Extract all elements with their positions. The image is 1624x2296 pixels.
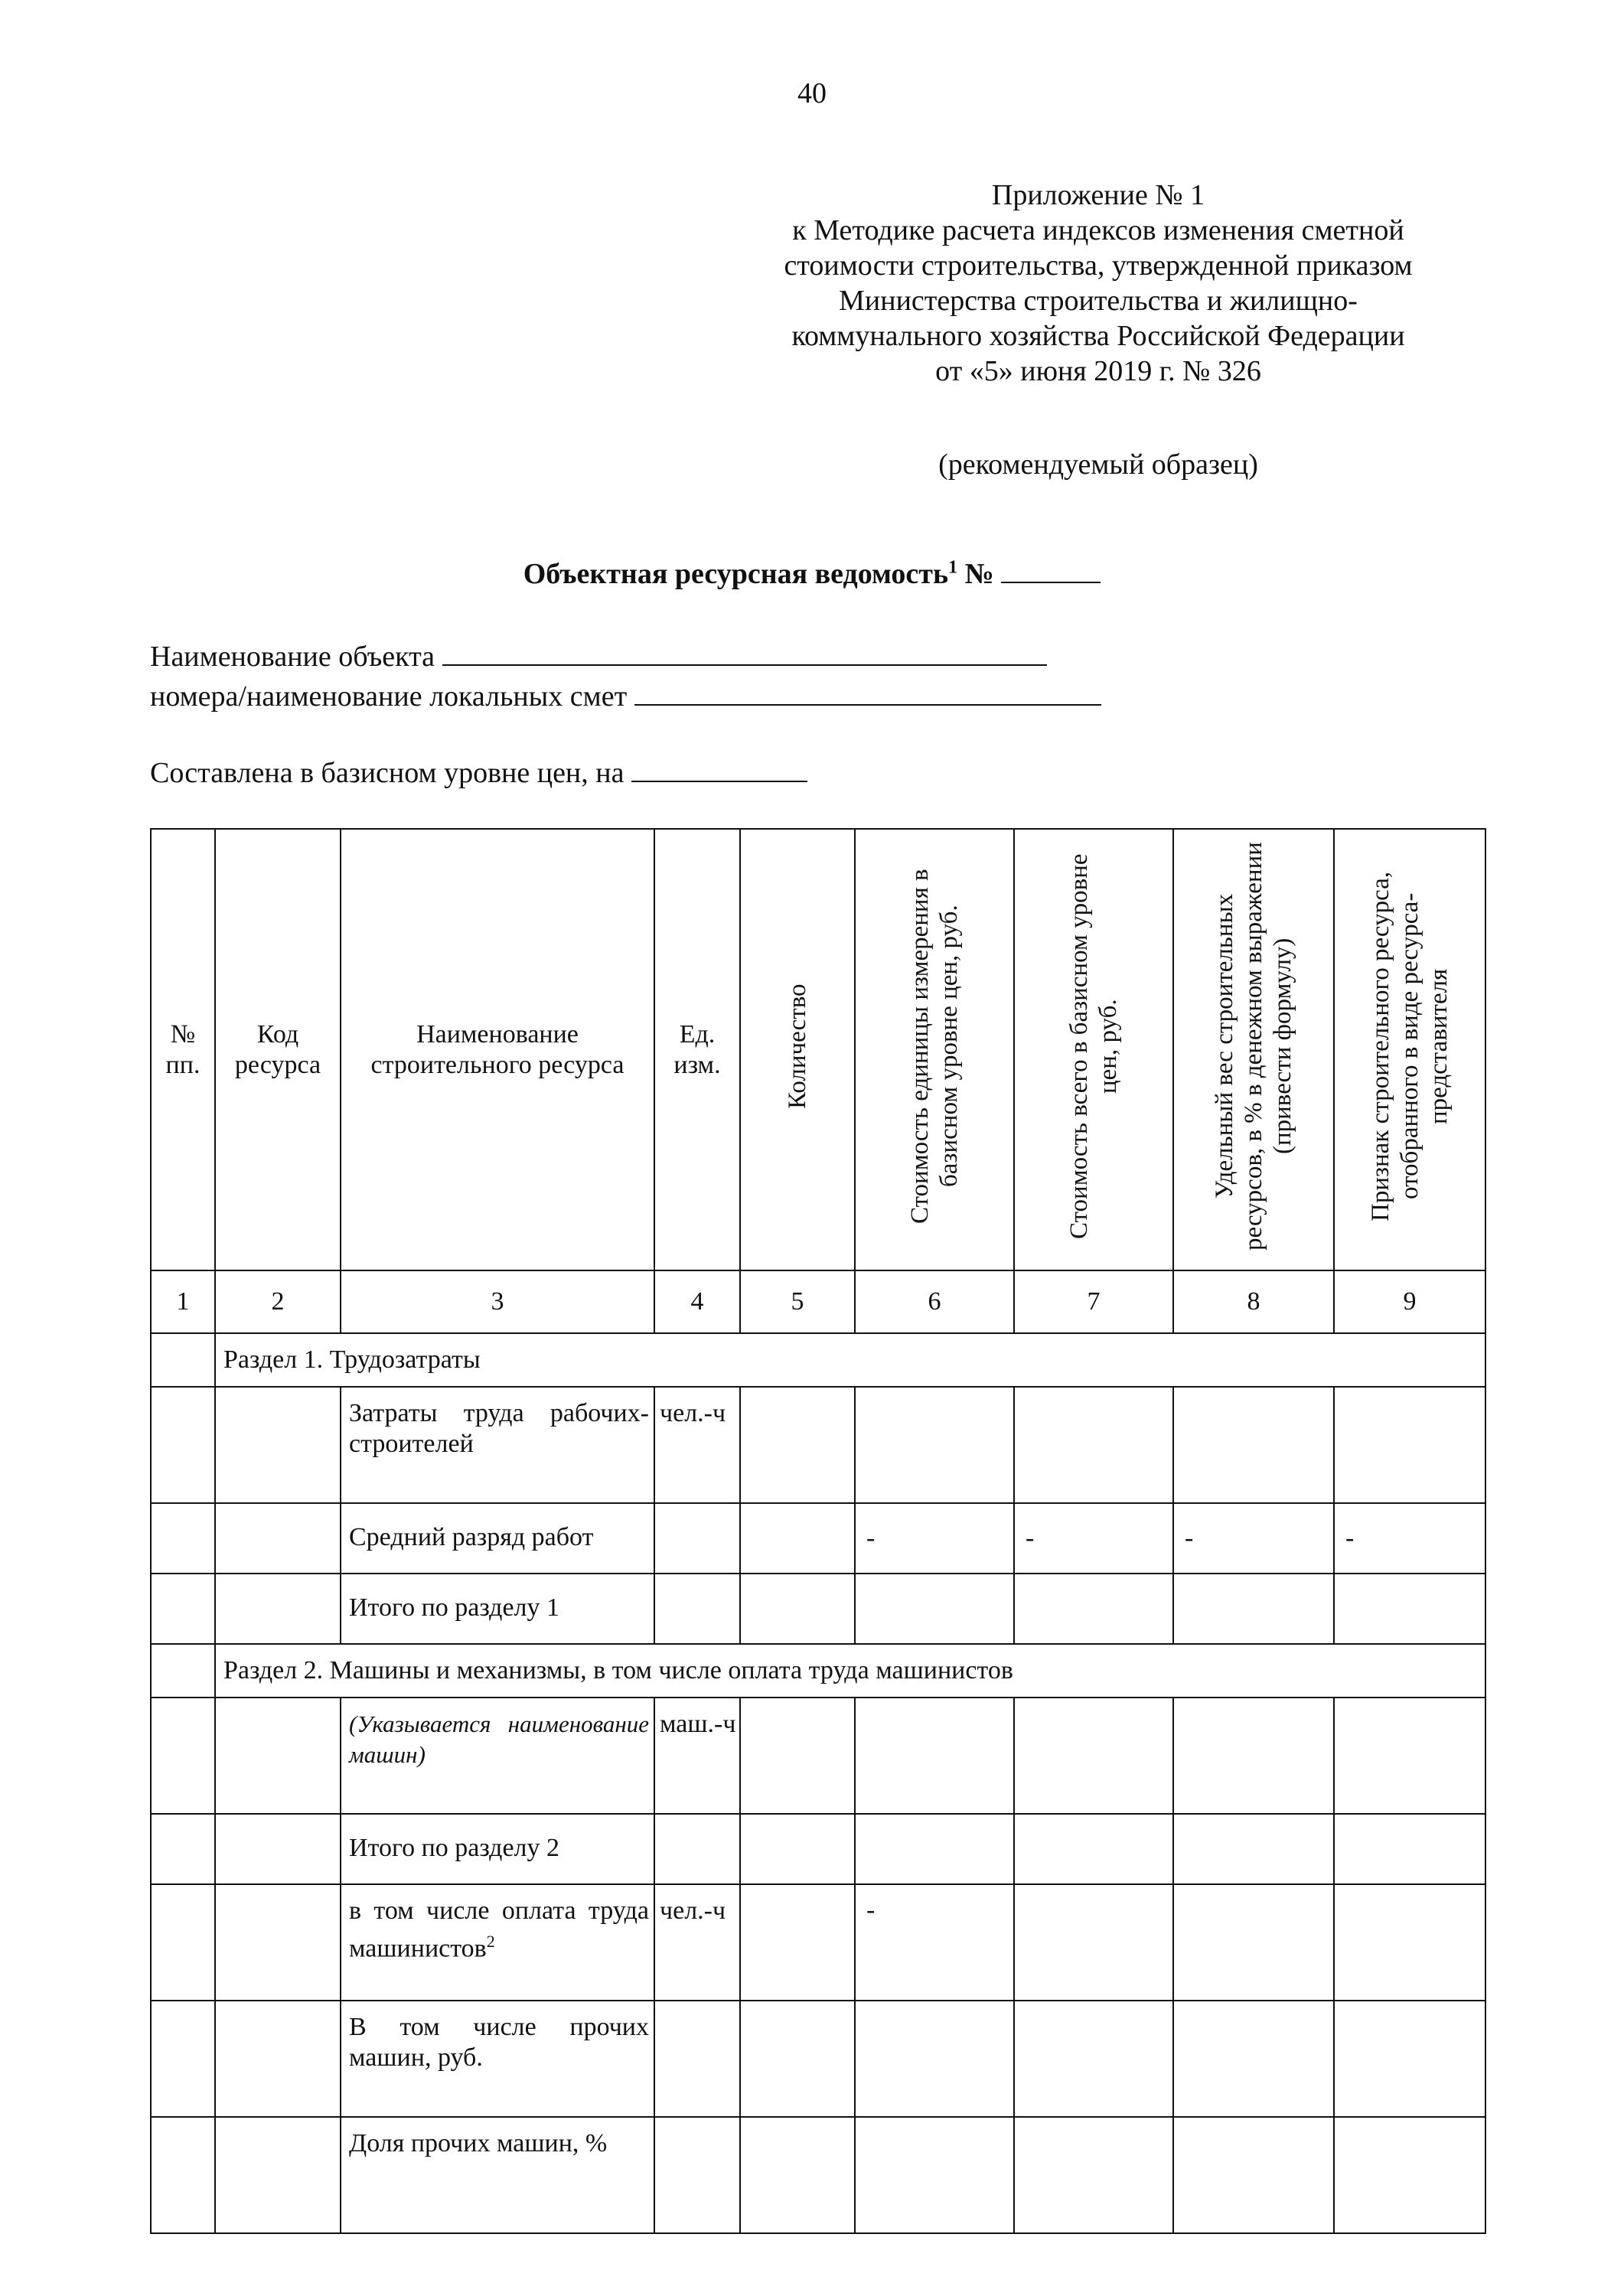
header-cell-quantity (740, 829, 855, 1270)
resource-name: Затраты труда рабочих-строителей (341, 1387, 654, 1503)
column-number: 3 (341, 1270, 654, 1333)
table-row (151, 1387, 1485, 1503)
header-cell-share (1173, 829, 1334, 1270)
table-row (151, 1503, 1485, 1574)
header-cell-number: № пп. (151, 829, 215, 1270)
title-footnote: 1 (948, 557, 958, 578)
title-number-blank (1001, 559, 1101, 583)
header-cell-name: Наименование строительного ресурса (341, 829, 654, 1270)
column-number: 9 (1334, 1270, 1485, 1333)
resource-name: (Указывается наименование машин) (341, 1698, 654, 1814)
dash-value: - (1173, 1503, 1334, 1574)
dash-value: - (855, 1884, 1014, 2001)
resource-name: Итого по разделу 1 (341, 1574, 654, 1644)
resource-unit: чел.-ч (654, 1387, 740, 1503)
header-cell-total-cost (1014, 829, 1173, 1270)
appendix-line: к Методике расчета индексов изменения сметной (792, 214, 1404, 246)
section-row (151, 1333, 1485, 1387)
table-row (151, 2001, 1485, 2117)
section-row (151, 1644, 1485, 1698)
appendix-line: Приложение № 1 (991, 179, 1205, 211)
resource-table (150, 828, 1486, 2234)
appendix-line: от «5» июня 2019 г. № 326 (935, 355, 1261, 387)
appendix-line: стоимости строительства, утвержденной приказом (784, 249, 1413, 282)
resource-unit: маш.-ч (654, 1698, 740, 1814)
dash-value: - (855, 1503, 1014, 1574)
table-row (151, 1698, 1485, 1814)
section-title: Раздел 1. Трудозатраты (215, 1333, 1485, 1387)
table-row (151, 1884, 1485, 2001)
title-text: Объектная ресурсная ведомость (523, 558, 949, 590)
estimates-blank (634, 681, 1101, 706)
estimates-field (150, 680, 1101, 713)
header-text-quantity: Количество (784, 983, 811, 1109)
object-name-field (150, 640, 1047, 673)
resource-name: Средний разряд работ (341, 1503, 654, 1574)
estimates-label: номера/наименование локальных смет (150, 680, 628, 713)
appendix-line: Министерства строительства и жилищно- (839, 285, 1358, 317)
resource-name-text: в том числе оплата труда машинистов (349, 1896, 649, 1963)
section-title: Раздел 2. Машины и механизмы, в том числе оплата труда машинистов (215, 1644, 1485, 1698)
page-number: 40 (797, 77, 827, 109)
empty-cell (151, 1644, 215, 1698)
header-cell-unit: Ед. изм. (654, 829, 740, 1270)
empty-cell (151, 1333, 215, 1387)
resource-name: Доля прочих машин, % (341, 2117, 654, 2233)
table-row (151, 1574, 1485, 1644)
resource-name: В том числе прочих машин, руб. (341, 2001, 654, 2117)
header-text-representative: Признак строительного ресурса, отобранного в виде ресурса-представителя (1367, 870, 1453, 1221)
header-text-unit-cost: Стоимость единицы измерения в базисном уровне цен, руб. (906, 868, 963, 1224)
appendix-line: коммунального хозяйства Российской Федерации (791, 320, 1405, 352)
document-title (0, 557, 1624, 591)
sample-note: (рекомендуемый образец) (938, 448, 1258, 481)
dash-value: - (1334, 1503, 1485, 1574)
dash-value: - (1014, 1503, 1173, 1574)
column-number: 1 (151, 1270, 215, 1333)
header-text-share: Удельный вес строительных ресурсов, в % в денежном выражении (привести формулу) (1211, 841, 1296, 1251)
appendix-block (673, 178, 1523, 389)
price-level-blank (631, 758, 807, 782)
footnote-mark: 2 (486, 1932, 495, 1951)
column-number: 8 (1173, 1270, 1334, 1333)
resource-unit: чел.-ч (654, 1884, 740, 2001)
column-number: 7 (1014, 1270, 1173, 1333)
header-cell-representative (1334, 829, 1485, 1270)
table-row (151, 1814, 1485, 1884)
column-number: 5 (740, 1270, 855, 1333)
table-row (151, 2117, 1485, 2233)
resource-name (341, 1884, 654, 2001)
object-name-blank (442, 641, 1047, 666)
header-text-total-cost: Стоимость всего в базисном уровне цен, руб. (1065, 853, 1122, 1239)
title-number-label: № (964, 558, 994, 590)
column-number: 4 (654, 1270, 740, 1333)
price-level-field (150, 756, 807, 790)
header-row (151, 829, 1485, 1270)
price-level-label: Составлена в базисном уровне цен, на (150, 757, 624, 789)
column-number: 2 (215, 1270, 341, 1333)
header-cell-unit-cost (855, 829, 1014, 1270)
header-cell-code: Код ресурса (215, 829, 341, 1270)
resource-name: Итого по разделу 2 (341, 1814, 654, 1884)
column-number: 6 (855, 1270, 1014, 1333)
object-name-label: Наименование объекта (150, 641, 435, 673)
column-number-row (151, 1270, 1485, 1333)
